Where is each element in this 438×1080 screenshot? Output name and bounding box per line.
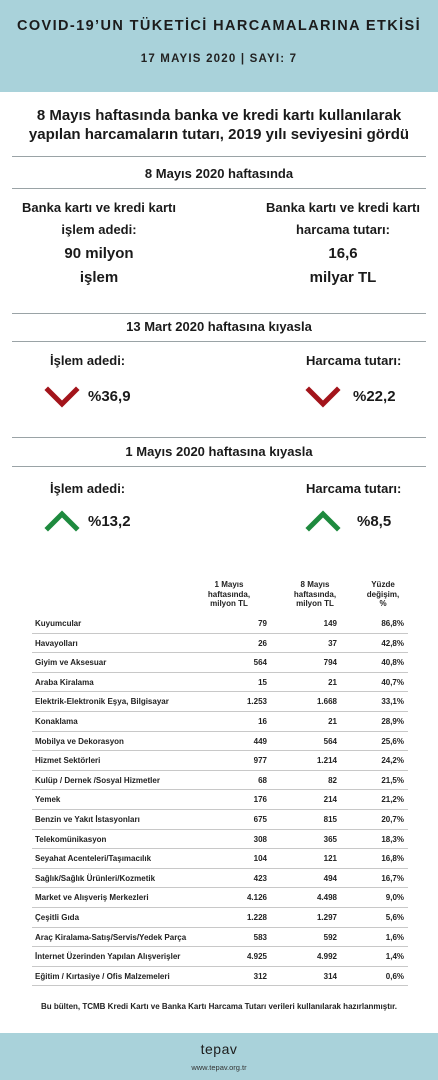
column-header-line: haftasında, [207, 589, 251, 599]
column-header-line: % [379, 599, 387, 608]
sector-name: Araç Kiralama-Satış/Servis/Yedek Parça [35, 932, 187, 942]
card-amount-value-line-1: 16,6 [328, 245, 358, 262]
bulletin-title: COVID-19’UN TÜKETİCİ HARCAMALARINA ETKİSİ [16, 18, 422, 34]
may1-value: 79 [258, 619, 267, 628]
may1-value: 15 [258, 677, 267, 687]
card-amount-label [258, 197, 428, 241]
sector-name: Market ve Alışveriş Merkezleri [35, 893, 149, 903]
chevron-down-icon [305, 385, 341, 409]
may-count-change: %13,2 [88, 513, 131, 530]
may-amount-change: %8,5 [357, 513, 392, 530]
divider [12, 313, 426, 314]
table-row [32, 830, 408, 850]
card-count-label-line-2: işlem adedi: [61, 222, 137, 237]
percent-change: 9,0% [385, 893, 404, 903]
percent-change: 28,9% [381, 717, 404, 726]
may8-value: 365 [323, 834, 337, 844]
march-count-label: İşlem adedi: [50, 353, 126, 368]
percent-change: 5,6% [385, 913, 404, 922]
may1-value: 312 [253, 971, 267, 981]
column-header-change [358, 580, 408, 609]
may1-value: 1.228 [246, 913, 267, 922]
may1-value: 675 [253, 815, 267, 824]
sector-name: Elektrik-Elektronik Eşya, Bilgisayar [35, 697, 169, 707]
may8-value: 82 [328, 775, 337, 785]
chevron-down-icon [44, 385, 80, 409]
may1-value: 68 [258, 775, 267, 785]
percent-change: 1,6% [385, 932, 404, 942]
may8-value: 37 [328, 638, 337, 648]
divider [12, 341, 426, 342]
may8-value: 794 [323, 658, 337, 668]
column-header-line: Yüzde [371, 580, 395, 589]
card-count-value [14, 242, 184, 290]
percent-change: 86,8% [381, 619, 404, 628]
sector-name: Sağlık/Sağlık Ürünleri/Kozmetik [35, 873, 156, 883]
may1-value: 583 [253, 932, 267, 942]
sector-name: İnternet Üzerinden Yapılan Alışverişler [35, 952, 181, 962]
may8-value: 121 [323, 854, 337, 864]
table-row [32, 634, 408, 654]
percent-change: 18,3% [381, 834, 404, 844]
table-row [32, 653, 408, 673]
percent-change: 42,8% [381, 638, 404, 648]
header-banner [0, 0, 438, 92]
may1-value: 449 [253, 736, 267, 746]
may8-value: 21 [328, 677, 337, 687]
footnote: Bu bülten, TCMB Kredi Kartı ve Banka Kartı Harcama Tutarı verileri kullanılarak hazırlanmıştır. [41, 1002, 397, 1011]
sector-name: Araba Kiralama [35, 677, 94, 687]
sector-name: Hizmet Sektörleri [35, 756, 101, 766]
sector-name: Kuyumcular [35, 619, 82, 628]
may-count-label: İşlem adedi: [50, 481, 126, 496]
may1-value: 26 [258, 638, 267, 648]
may8-value: 1.668 [316, 697, 337, 707]
card-count-label [14, 197, 184, 241]
may8-value: 4.992 [316, 952, 337, 962]
may8-value: 4.498 [316, 893, 337, 903]
bulletin-date-issue: 17 MAYIS 2020 | SAYI: 7 [140, 53, 298, 65]
percent-change: 40,7% [381, 677, 404, 687]
percent-change: 20,7% [381, 815, 404, 824]
chevron-up-icon [44, 509, 80, 533]
percent-change: 1,4% [385, 952, 404, 962]
percent-change: 33,1% [381, 697, 404, 707]
may8-value: 494 [323, 873, 337, 883]
column-header-line: milyon TL [296, 599, 334, 608]
may1-value: 4.126 [246, 893, 267, 903]
card-amount-value-line-2: milyar TL [309, 269, 377, 286]
may1-value: 564 [253, 658, 267, 668]
table-row [32, 947, 408, 967]
percent-change: 25,6% [381, 736, 404, 746]
sector-name: Havayolları [35, 638, 78, 648]
column-header-line: milyon TL [210, 599, 248, 608]
table-row [32, 771, 408, 791]
table-row [32, 614, 408, 634]
divider [12, 437, 426, 438]
sector-name: Giyim ve Aksesuar [35, 658, 107, 668]
card-amount-label-line-2: harcama tutarı: [296, 222, 390, 237]
may1-value: 1.253 [246, 697, 267, 707]
column-header-line: haftasında, [293, 589, 337, 599]
divider [12, 466, 426, 467]
march-amount-change: %22,2 [353, 388, 396, 405]
sector-name: Kulüp / Dernek /Sosyal Hizmetler [35, 775, 160, 785]
percent-change: 0,6% [385, 971, 404, 981]
card-amount-label-line-1: Banka kartı ve kredi kartı [266, 200, 420, 215]
may8-value: 21 [328, 717, 337, 726]
brand-logo: tepav [200, 1041, 238, 1057]
march-count-change: %36,9 [88, 388, 131, 405]
column-header-line: 1 Mayıs [214, 580, 244, 589]
card-count-label-line-1: Banka kartı ve kredi kartı [22, 200, 176, 215]
headline-line-1: 8 Mayıs haftasında banka ve kredi kartı kullanılarak [36, 107, 402, 124]
may1-value: 423 [253, 873, 267, 883]
sector-name: Mobilya ve Dekorasyon [35, 736, 124, 746]
may1-value: 308 [253, 834, 267, 844]
march-amount-label: Harcama tutarı: [306, 353, 402, 368]
percent-change: 16,7% [381, 873, 404, 883]
sector-name: Seyahat Acenteleri/Taşımacılık [35, 854, 152, 864]
table-row [32, 908, 408, 928]
sector-name: Konaklama [35, 717, 78, 726]
headline-line-2: yapılan harcamaların tutarı, 2019 yılı seviyesini gördü [28, 126, 410, 143]
sector-name: Telekomünikasyon [35, 834, 107, 844]
may8-value: 815 [323, 815, 337, 824]
sector-name: Benzin ve Yakıt İstasyonları [35, 815, 140, 824]
march-section-title: 13 Mart 2020 haftasına kıyasla [126, 319, 312, 334]
may8-value: 214 [323, 795, 337, 805]
table-row [32, 692, 408, 712]
week-section-title: 8 Mayıs 2020 haftasında [144, 166, 294, 181]
may-section-title: 1 Mayıs 2020 haftasına kıyasla [125, 444, 313, 459]
website-link[interactable]: www.tepav.org.tr [191, 1063, 247, 1072]
table-row [32, 928, 408, 948]
may1-value: 104 [253, 854, 267, 864]
percent-change: 21,5% [381, 775, 404, 785]
may8-value: 1.214 [316, 756, 337, 766]
table-row [32, 790, 408, 810]
may8-value: 592 [323, 932, 337, 942]
table-row [32, 810, 408, 830]
column-header-may1 [198, 580, 260, 609]
may1-value: 977 [253, 756, 267, 766]
may8-value: 149 [323, 619, 337, 628]
sector-name: Yemek [35, 795, 61, 805]
may1-value: 4.925 [246, 952, 267, 962]
table-row [32, 751, 408, 771]
may-amount-label: Harcama tutarı: [306, 481, 402, 496]
sector-name: Çeşitli Gıda [35, 913, 80, 922]
column-header-may8 [284, 580, 346, 609]
may1-value: 176 [253, 795, 267, 805]
table-row [32, 888, 408, 908]
percent-change: 40,8% [381, 658, 404, 668]
card-count-value-line-1: 90 milyon [64, 245, 134, 262]
card-amount-value [258, 242, 428, 290]
table-row [32, 712, 408, 732]
table-row [32, 849, 408, 869]
headline [10, 106, 428, 144]
divider [12, 188, 426, 189]
card-count-value-line-2: işlem [79, 269, 119, 286]
may8-value: 1.297 [316, 913, 337, 922]
table-row [32, 967, 408, 987]
chevron-up-icon [305, 509, 341, 533]
column-header-line: değişim, [366, 589, 400, 599]
divider [12, 156, 426, 157]
may8-value: 564 [323, 736, 337, 746]
column-header-line: 8 Mayıs [300, 580, 330, 589]
percent-change: 24,2% [381, 756, 404, 766]
percent-change: 16,8% [381, 854, 404, 864]
table-row [32, 673, 408, 693]
percent-change: 21,2% [381, 795, 404, 805]
table-row [32, 732, 408, 752]
footer-banner [0, 1033, 438, 1080]
sector-name: Eğitim / Kırtasiye / Ofis Malzemeleri [35, 971, 170, 981]
table-row [32, 869, 408, 889]
may8-value: 314 [323, 971, 337, 981]
may1-value: 16 [258, 717, 267, 726]
